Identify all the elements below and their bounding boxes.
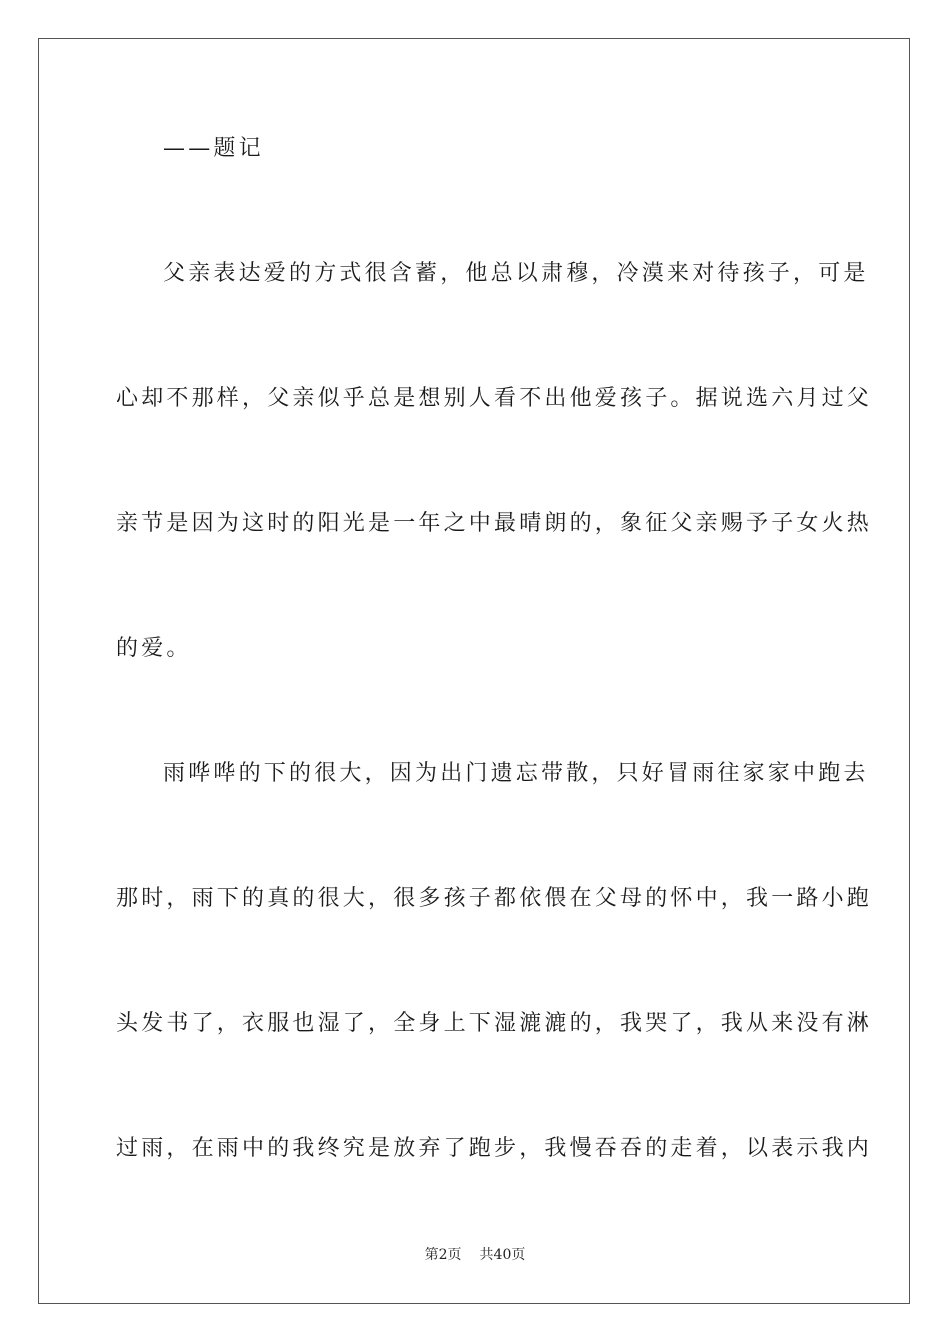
page-footer [0,1246,950,1264]
page-number: 第2页 [424,1247,462,1263]
page-total: 共40页 [479,1247,526,1263]
page-border [38,38,910,1304]
paragraph-1-line-1: 父亲表达爱的方式很含蓄，他总以肃穆，冷漠来对待孩子，可是 [163,261,869,286]
epigraph: ——题记 [163,136,264,161]
paragraph-1-line-2: 心却不那样，父亲似乎总是想别人看不出他爱孩子。据说选六月过父 [116,386,873,411]
paragraph-2-line-3: 头发书了，衣服也湿了，全身上下湿漉漉的，我哭了，我从来没有淋 [116,1011,873,1036]
paragraph-2-line-2: 那时，雨下的真的很大，很多孩子都依偎在父母的怀中，我一路小跑 [116,886,873,911]
paragraph-1-line-3: 亲节是因为这时的阳光是一年之中最晴朗的，象征父亲赐予子女火热 [116,511,873,536]
paragraph-1-line-4: 的爱。 [116,636,192,661]
paragraph-2-line-4: 过雨，在雨中的我终究是放弃了跑步，我慢吞吞的走着，以表示我内 [116,1136,873,1161]
paragraph-2-line-1: 雨哗哗的下的很大，因为出门遗忘带散，只好冒雨往家家中跑去 [163,761,869,786]
